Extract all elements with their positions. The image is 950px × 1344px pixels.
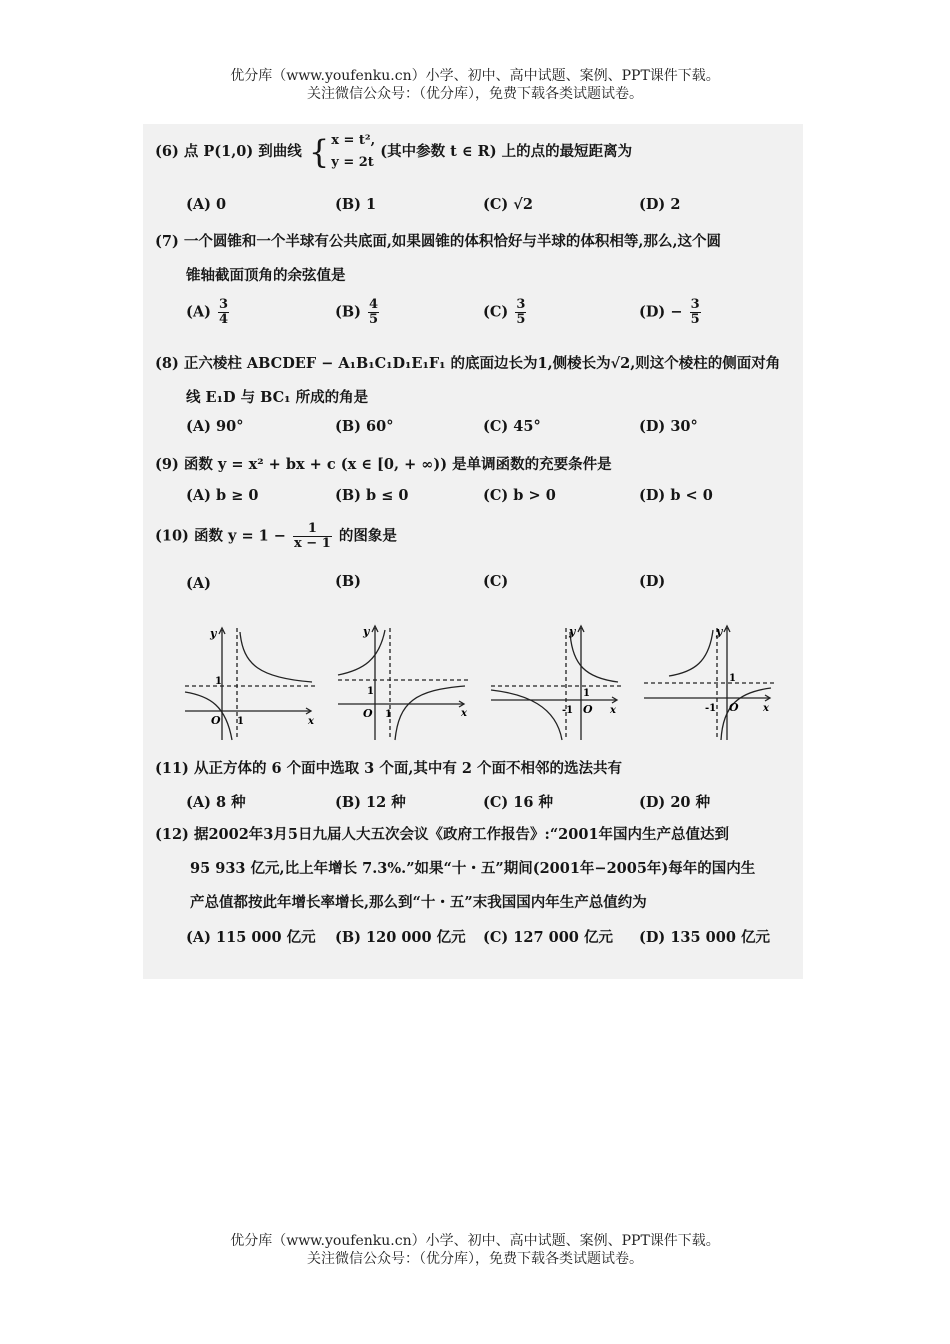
header-line-1: 优分库（www.youfenku.cn）小学、初中、高中试题、案例、PPT课件下载。 [230, 68, 720, 84]
q7-c-denominator: 5 [516, 312, 526, 327]
q10-prefix: (10) 函数 y = 1 − [155, 527, 286, 545]
q10-graph-c [486, 620, 626, 745]
q10-suffix: 的图象是 [338, 527, 397, 545]
q7-option-d [639, 298, 703, 327]
q10-numerator: 1 [293, 522, 332, 537]
scanned-exam-area [143, 124, 803, 979]
q10-option-d: (D) [639, 573, 666, 590]
footer-line-2: 关注微信公众号：（优分库），免费下载各类试题试卷。 [307, 1251, 643, 1267]
graph-c-svg [486, 620, 626, 745]
graph-c-label-origin: O [583, 703, 593, 716]
q11-option-d: (D) 20 种 [639, 794, 711, 811]
graph-d-curve-left [669, 630, 713, 676]
q7-line-2: 锥轴截面顶角的余弦值是 [186, 267, 346, 284]
q7-option-b [335, 298, 381, 327]
graph-a-label-y-one: 1 [215, 676, 222, 687]
graph-b-curve-right [395, 686, 465, 740]
graph-a-label-y: y [210, 627, 217, 640]
footer-line-1: 优分库（www.youfenku.cn）小学、初中、高中试题、案例、PPT课件下载。 [230, 1233, 720, 1249]
graph-b-svg [333, 620, 473, 745]
q12-option-c: (C) 127 000 亿元 [483, 929, 613, 946]
graph-d-label-origin: O [729, 701, 739, 714]
q7-option-a-fraction [218, 298, 229, 327]
q9-option-d: (D) b < 0 [639, 487, 713, 504]
q7-option-c [483, 298, 528, 327]
graph-d-curve-right [721, 688, 771, 740]
graph-b-label-y: y [363, 625, 370, 638]
graph-d-label-x-neg-one: -1 [705, 703, 717, 714]
graph-b-label-x: x [461, 708, 467, 719]
q6-option-b: (B) 1 [335, 196, 377, 213]
q10-option-a: (A) [186, 575, 211, 592]
graph-c-curve-right [570, 632, 618, 682]
q11-line-1: (11) 从正方体的 6 个面中选取 3 个面,其中有 2 个面不相邻的选法共有 [155, 760, 623, 777]
graph-b-label-origin: O [363, 707, 373, 720]
question-10 [155, 522, 397, 551]
graph-d-label-x: x [763, 703, 769, 714]
q7-option-b-label: (B) [335, 303, 361, 321]
q8-line-1: (8) 正六棱柱 ABCDEF − A₁B₁C₁D₁E₁F₁ 的底面边长为1,侧棱长为√2,则这个棱柱的侧面对角 [155, 355, 781, 372]
q7-option-b-fraction [368, 298, 379, 327]
graph-a-curve-right [240, 632, 312, 682]
q9-line-1: (9) 函数 y = x² + bx + c (x ∈ [0, + ∞)) 是单调函数的充要条件是 [155, 456, 612, 473]
q9-option-a: (A) b ≥ 0 [186, 487, 259, 504]
graph-a-label-x: x [308, 716, 314, 727]
graph-b-label-y-one: 1 [367, 686, 374, 697]
q12-option-b: (B) 120 000 亿元 [335, 929, 466, 946]
q8-option-d: (D) 30° [639, 418, 698, 435]
q12-line-3: 产总值都按此年增长率增长,那么到“十・五”末我国国内年生产总值约为 [190, 894, 647, 911]
q7-c-numerator: 3 [516, 297, 526, 312]
q7-line-1: (7) 一个圆锥和一个半球有公共底面,如果圆锥的体积恰好与半球的体积相等,那么,这个圆 [155, 233, 721, 250]
q7-option-c-fraction [515, 298, 526, 327]
header-line-2: 关注微信公众号：（优分库），免费下载各类试题试卷。 [307, 86, 643, 102]
q7-option-a-label: (A) [186, 303, 211, 321]
brace-icon: { [308, 133, 330, 171]
q6-option-a: (A) 0 [186, 196, 227, 213]
q7-option-a [186, 298, 231, 327]
q7-d-denominator: 5 [690, 312, 700, 327]
q7-d-numerator: 3 [690, 297, 700, 312]
q6-option-d: (D) 2 [639, 196, 681, 213]
graph-a-svg [180, 620, 320, 745]
q12-option-a: (A) 115 000 亿元 [186, 929, 316, 946]
question-6 [155, 130, 632, 174]
q6-suffix: (其中参数 t ∈ R) 上的点的最短距离为 [380, 143, 633, 160]
q7-a-numerator: 3 [219, 297, 229, 312]
q11-option-c: (C) 16 种 [483, 794, 554, 811]
page-header [0, 67, 950, 103]
graph-c-label-x: x [610, 705, 616, 716]
q6-system-eq2: y = 2t [331, 155, 374, 170]
q10-graph-d [639, 620, 779, 745]
q8-option-c: (C) 45° [483, 418, 541, 435]
q8-option-b: (B) 60° [335, 418, 394, 435]
q10-graph-a [180, 620, 320, 745]
q10-denominator: x − 1 [294, 536, 331, 551]
q11-option-a: (A) 8 种 [186, 794, 246, 811]
graph-d-label-y: y [716, 625, 723, 638]
q12-option-d: (D) 135 000 亿元 [639, 929, 770, 946]
q10-graph-b [333, 620, 473, 745]
q6-system [331, 130, 375, 174]
q7-option-d-fraction [690, 298, 701, 327]
graph-c-curve-left [491, 690, 562, 740]
q12-line-1: (12) 据2002年3月5日九届人大五次会议《政府工作报告》:“2001年国内生产总值达到 [155, 826, 730, 843]
q10-fraction [293, 522, 332, 551]
q10-option-c: (C) [483, 573, 509, 590]
q7-option-c-label: (C) [483, 303, 509, 321]
q8-line-2: 线 E₁D 与 BC₁ 所成的角是 [186, 389, 369, 406]
graph-b-curve-left [338, 630, 385, 675]
page-footer [0, 1232, 950, 1268]
graph-d-label-y-one: 1 [729, 673, 736, 684]
q7-b-numerator: 4 [369, 297, 379, 312]
q7-a-denominator: 4 [219, 312, 229, 327]
q7-b-denominator: 5 [369, 312, 379, 327]
q9-option-b: (B) b ≤ 0 [335, 487, 409, 504]
q11-option-b: (B) 12 种 [335, 794, 406, 811]
q12-line-2: 95 933 亿元,比上年增长 7.3%.”如果“十・五”期间(2001年−2005年)每年的国内生 [190, 860, 756, 877]
q6-system-eq1: x = t², [331, 133, 376, 148]
graph-a-curve-left [185, 692, 232, 740]
graph-c-label-x-neg-one: -1 [562, 705, 574, 716]
graph-a-label-x-one: 1 [237, 716, 244, 727]
graph-d-svg [639, 620, 779, 745]
q6-prefix: (6) 点 P(1,0) 到曲线 [155, 143, 302, 160]
graph-c-label-y-one: 1 [583, 688, 590, 699]
graph-b-label-x-one: 1 [385, 709, 392, 720]
graph-a-label-origin: O [211, 714, 221, 727]
q10-option-b: (B) [335, 573, 361, 590]
q9-option-c: (C) b > 0 [483, 487, 556, 504]
q8-option-a: (A) 90° [186, 418, 244, 435]
graph-c-label-y: y [569, 625, 576, 638]
q6-option-c: (C) √2 [483, 196, 533, 213]
q7-option-d-label: (D) − [639, 303, 683, 321]
